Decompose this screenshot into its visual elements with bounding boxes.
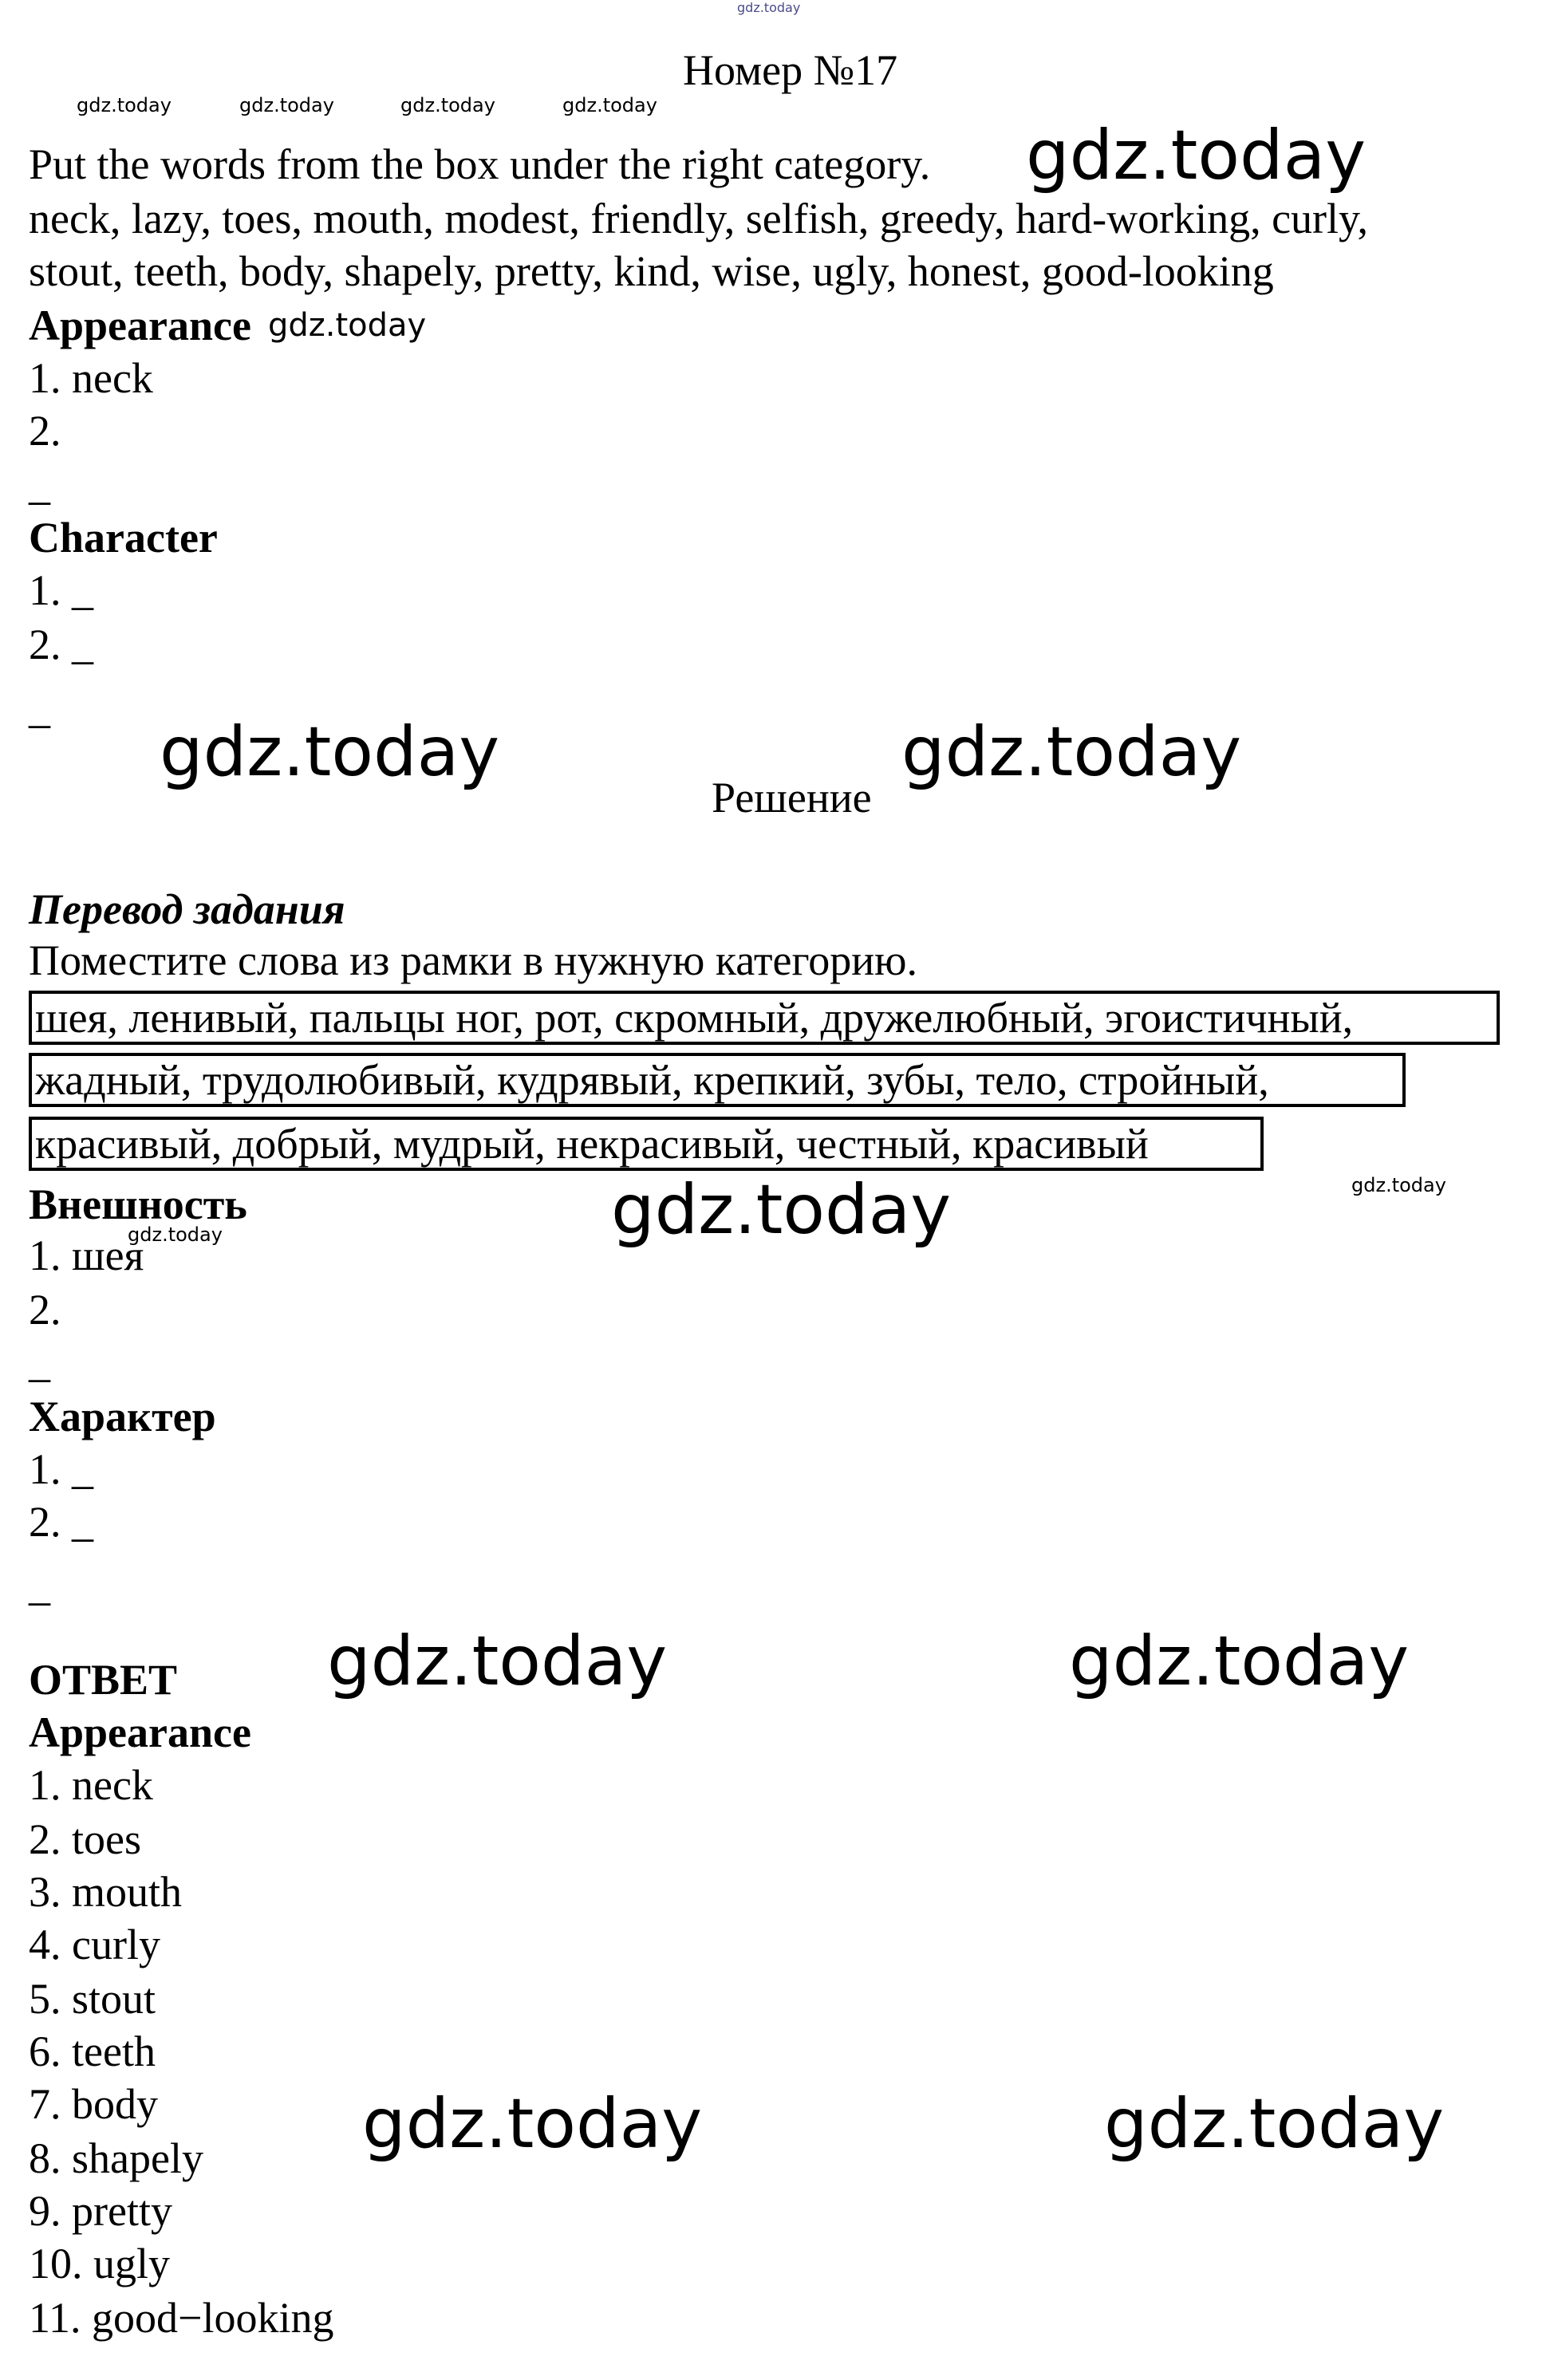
translation-appearance-item: 1. шея [29, 1231, 144, 1279]
answer-item: 10. ugly [29, 2240, 171, 2287]
translation-character-heading: Характер [29, 1393, 216, 1440]
watermark-large-2: gdz.today [901, 712, 1242, 792]
solution-label: Решение [712, 774, 872, 822]
task-character-item: _ [29, 684, 50, 732]
answer-item: 2. toes [29, 1815, 141, 1863]
translation-character-item: 1. _ [29, 1445, 93, 1493]
watermark-small-6: gdz.today [128, 1223, 223, 1246]
translation-instruction: Поместите слова из рамки в нужную категорию. [29, 936, 917, 984]
translation-heading: Перевод задания [29, 885, 345, 933]
watermark-large-6: gdz.today [362, 2084, 703, 2164]
translation-appearance-heading: Внешность [29, 1180, 247, 1228]
watermark-appearance: gdz.today [268, 307, 427, 344]
answer-item: 11. good−looking [29, 2294, 334, 2342]
task-words-line-2: stout, teeth, body, shapely, pretty, kind, wise, ugly, honest, good-looking [29, 247, 1274, 295]
watermark-instruction: gdz.today [1026, 116, 1367, 195]
answer-item: 1. neck [29, 1761, 153, 1809]
watermark-large-5: gdz.today [1069, 1621, 1410, 1701]
answer-item: 4. curly [29, 1921, 160, 1968]
answer-item: 6. teeth [29, 2027, 156, 2075]
watermark-top: gdz.today [737, 0, 801, 15]
watermark-large-1: gdz.today [160, 712, 500, 792]
task-appearance-item: _ [29, 461, 50, 509]
translation-character-item: 2. _ [29, 1498, 93, 1546]
watermark-small-1: gdz.today [77, 94, 172, 116]
watermark-small-5: gdz.today [1351, 1174, 1446, 1196]
watermark-large-4: gdz.today [327, 1621, 668, 1701]
answer-heading: ОТВЕТ [29, 1656, 178, 1704]
task-character-item: 1. _ [29, 566, 93, 614]
task-appearance-item: 2. [29, 407, 61, 455]
watermark-large-7: gdz.today [1104, 2084, 1445, 2164]
answer-item: 3. mouth [29, 1868, 183, 1916]
translation-appearance-item: 2. [29, 1286, 61, 1334]
task-appearance-item: 1. neck [29, 354, 153, 402]
task-instruction: Put the words from the box under the right category. [29, 140, 931, 188]
task-appearance-heading: Appearance [29, 301, 251, 349]
word-box-line-2: жадный, трудолюбивый, кудрявый, крепкий, зубы, тело, стройный, [29, 1053, 1406, 1107]
page-title: Номер №17 [683, 46, 898, 94]
answer-item: 7. body [29, 2080, 158, 2128]
task-character-heading: Character [29, 514, 218, 562]
watermark-small-2: gdz.today [239, 94, 334, 116]
word-box-line-1: шея, ленивый, пальцы ног, рот, скромный, дружелюбный, эгоистичный, [29, 991, 1500, 1045]
answer-item: 9. pretty [29, 2187, 172, 2235]
watermark-small-4: gdz.today [562, 94, 657, 116]
word-box-line-3: красивый, добрый, мудрый, некрасивый, честный, красивый [29, 1117, 1264, 1171]
watermark-large-3: gdz.today [611, 1170, 952, 1250]
answer-item: 5. stout [29, 1975, 156, 2023]
answer-appearance-heading: Appearance [29, 1708, 251, 1756]
watermark-small-3: gdz.today [400, 94, 495, 116]
answer-item: 8. shapely [29, 2134, 203, 2182]
task-character-item: 2. _ [29, 621, 93, 668]
translation-appearance-item: _ [29, 1338, 50, 1386]
translation-character-item: _ [29, 1562, 50, 1610]
task-words-line-1: neck, lazy, toes, mouth, modest, friendly, selfish, greedy, hard-working, curly, [29, 195, 1369, 242]
